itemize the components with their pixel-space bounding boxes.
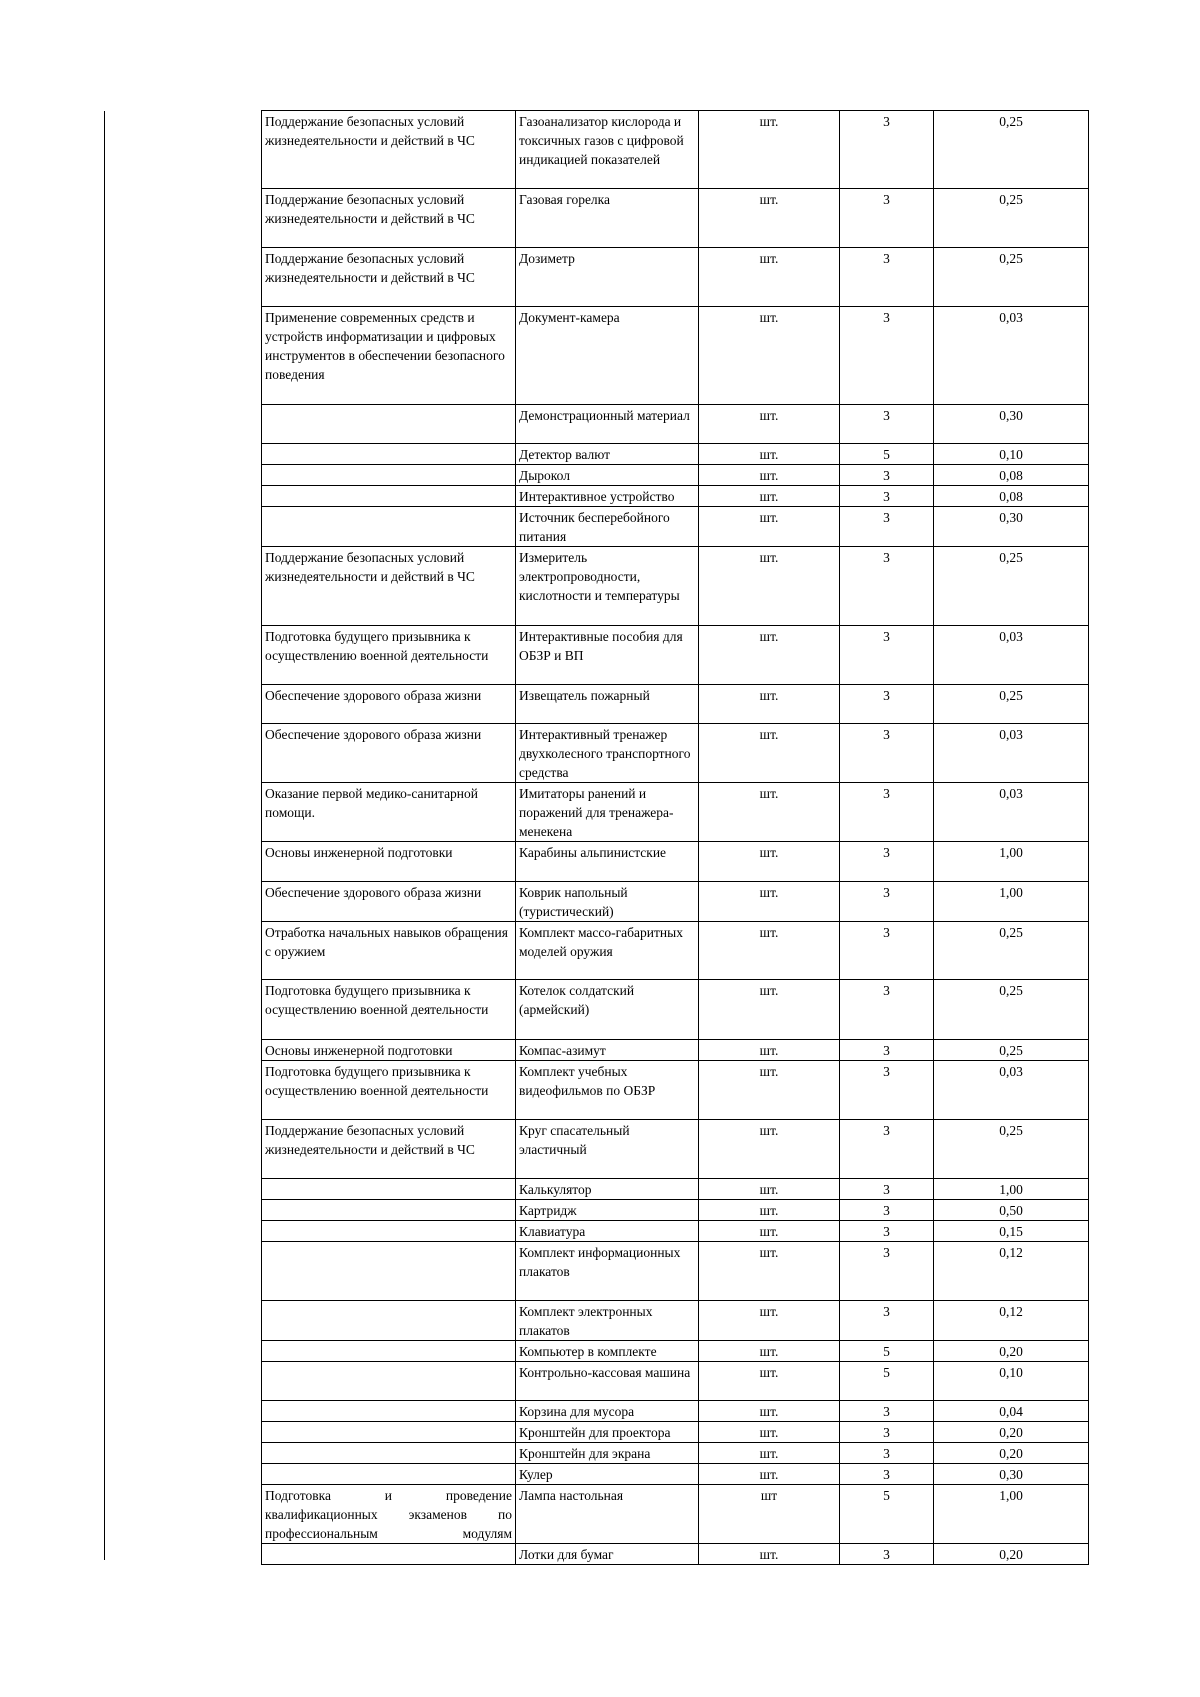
quantity-cell: 3 [840,1061,934,1120]
norm-cell: 0,25 [934,685,1089,724]
norm-cell: 0,03 [934,307,1089,405]
norm-cell: 0,20 [934,1544,1089,1565]
item-name-cell: Калькулятор [516,1179,699,1200]
norm-cell: 1,00 [934,882,1089,922]
purpose-cell [262,486,516,507]
unit-cell: шт. [699,1443,840,1464]
quantity-cell: 3 [840,189,934,248]
quantity-cell: 3 [840,1422,934,1443]
item-name-cell: Лампа настольная [516,1485,699,1544]
norm-cell: 0,20 [934,1443,1089,1464]
left-margin-rule [104,111,105,1560]
norm-cell: 0,30 [934,405,1089,444]
table-row [262,980,1089,1040]
unit-cell: шт. [699,1422,840,1443]
unit-cell: шт. [699,1341,840,1362]
quantity-cell: 5 [840,1341,934,1362]
norm-cell: 0,03 [934,783,1089,842]
table-row [262,1401,1089,1422]
quantity-cell: 3 [840,248,934,307]
norm-cell: 0,04 [934,1401,1089,1422]
purpose-cell [262,1362,516,1401]
purpose-cell: Обеспечение здорового образа жизни [262,724,516,783]
unit-cell: шт. [699,724,840,783]
quantity-cell: 3 [840,486,934,507]
quantity-cell: 3 [840,1179,934,1200]
quantity-cell: 3 [840,685,934,724]
norm-cell: 0,30 [934,507,1089,547]
unit-cell: шт. [699,1362,840,1401]
table-row [262,882,1089,922]
table-row [262,626,1089,685]
item-name-cell: Кулер [516,1464,699,1485]
table-row [262,248,1089,307]
purpose-cell [262,1179,516,1200]
quantity-cell: 3 [840,724,934,783]
table-row [262,189,1089,248]
table-row [262,1221,1089,1242]
purpose-cell: Подготовка будущего призывника к осуществлению военной деятельности [262,980,516,1040]
purpose-cell [262,1422,516,1443]
unit-cell: шт. [699,1401,840,1422]
table-row [262,783,1089,842]
purpose-cell [262,1544,516,1565]
norm-cell: 1,00 [934,1179,1089,1200]
table-row [262,307,1089,405]
norm-cell: 0,25 [934,1120,1089,1179]
item-name-cell: Комплект учебных видеофильмов по ОБЗР [516,1061,699,1120]
purpose-cell: Отработка начальных навыков обращения с оружием [262,922,516,980]
item-name-cell: Дозиметр [516,248,699,307]
norm-cell: 1,00 [934,842,1089,882]
purpose-cell [262,1401,516,1422]
norm-cell: 0,12 [934,1301,1089,1341]
table-row [262,507,1089,547]
purpose-cell: Поддержание безопасных условий жизнедеятельности и действий в ЧС [262,547,516,626]
norm-cell: 0,10 [934,444,1089,465]
unit-cell: шт. [699,783,840,842]
table-row [262,1443,1089,1464]
purpose-cell [262,507,516,547]
table-row [262,444,1089,465]
purpose-cell [262,465,516,486]
norm-cell: 0,25 [934,922,1089,980]
item-name-cell: Интерактивное устройство [516,486,699,507]
table-row [262,1341,1089,1362]
unit-cell: шт. [699,1221,840,1242]
table-row [262,922,1089,980]
unit-cell: шт. [699,307,840,405]
table-row [262,1061,1089,1120]
item-name-cell: Круг спасательный эластичный [516,1120,699,1179]
quantity-cell: 3 [840,1401,934,1422]
unit-cell: шт. [699,842,840,882]
quantity-cell: 3 [840,842,934,882]
quantity-cell: 3 [840,626,934,685]
norm-cell: 0,25 [934,1040,1089,1061]
unit-cell: шт. [699,1200,840,1221]
unit-cell: шт. [699,111,840,189]
quantity-cell: 3 [840,111,934,189]
purpose-cell [262,1464,516,1485]
purpose-cell [262,1200,516,1221]
item-name-cell: Интерактивный тренажер двухколесного транспортного средства [516,724,699,783]
item-name-cell: Компас-азимут [516,1040,699,1061]
quantity-cell: 3 [840,1301,934,1341]
purpose-cell [262,1301,516,1341]
purpose-cell: Поддержание безопасных условий жизнедеятельности и действий в ЧС [262,111,516,189]
item-name-cell: Интерактивные пособия для ОБЗР и ВП [516,626,699,685]
quantity-cell: 3 [840,1200,934,1221]
item-name-cell: Детектор валют [516,444,699,465]
unit-cell: шт. [699,882,840,922]
unit-cell: шт. [699,405,840,444]
table-row [262,1040,1089,1061]
table-row [262,1544,1089,1565]
item-name-cell: Картридж [516,1200,699,1221]
table-row [262,405,1089,444]
unit-cell: шт. [699,189,840,248]
item-name-cell: Газоанализатор кислорода и токсичных газов с цифровой индикацией показателей [516,111,699,189]
item-name-cell: Извещатель пожарный [516,685,699,724]
purpose-cell: Основы инженерной подготовки [262,842,516,882]
item-name-cell: Котелок солдатский (армейский) [516,980,699,1040]
norm-cell: 0,30 [934,1464,1089,1485]
item-name-cell: Кронштейн для проектора [516,1422,699,1443]
quantity-cell: 3 [840,1120,934,1179]
item-name-cell: Корзина для мусора [516,1401,699,1422]
norm-cell: 0,08 [934,465,1089,486]
unit-cell: шт. [699,486,840,507]
norm-cell: 0,25 [934,980,1089,1040]
purpose-cell: Основы инженерной подготовки [262,1040,516,1061]
item-name-cell: Компьютер в комплекте [516,1341,699,1362]
unit-cell: шт. [699,465,840,486]
unit-cell: шт. [699,1040,840,1061]
purpose-cell [262,1341,516,1362]
item-name-cell: Клавиатура [516,1221,699,1242]
table-row [262,465,1089,486]
quantity-cell: 3 [840,783,934,842]
unit-cell: шт. [699,444,840,465]
table-row [262,1464,1089,1485]
norm-cell: 0,25 [934,189,1089,248]
item-name-cell: Комплект массо-габаритных моделей оружия [516,922,699,980]
norm-cell: 0,12 [934,1242,1089,1301]
purpose-cell: Поддержание безопасных условий жизнедеятельности и действий в ЧС [262,248,516,307]
norm-cell: 1,00 [934,1485,1089,1544]
quantity-cell: 3 [840,465,934,486]
table-row [262,1242,1089,1301]
item-name-cell: Контрольно-кассовая машина [516,1362,699,1401]
item-name-cell: Карабины альпинистские [516,842,699,882]
table-row [262,111,1089,189]
item-name-cell: Лотки для бумаг [516,1544,699,1565]
purpose-cell [262,444,516,465]
unit-cell: шт. [699,1061,840,1120]
quantity-cell: 3 [840,1040,934,1061]
purpose-cell [262,405,516,444]
norm-cell: 0,25 [934,547,1089,626]
quantity-cell: 3 [840,405,934,444]
quantity-cell: 3 [840,1221,934,1242]
purpose-cell: Поддержание безопасных условий жизнедеятельности и действий в ЧС [262,189,516,248]
table-row [262,1120,1089,1179]
norm-cell: 0,25 [934,111,1089,189]
table-row [262,1362,1089,1401]
unit-cell: шт [699,1485,840,1544]
item-name-cell: Дырокол [516,465,699,486]
table-row [262,724,1089,783]
purpose-cell [262,1221,516,1242]
table-row [262,1422,1089,1443]
norm-cell: 0,15 [934,1221,1089,1242]
quantity-cell: 3 [840,307,934,405]
unit-cell: шт. [699,1464,840,1485]
item-name-cell: Комплект информационных плакатов [516,1242,699,1301]
quantity-cell: 5 [840,1362,934,1401]
item-name-cell: Демонстрационный материал [516,405,699,444]
purpose-cell: Подготовка и проведение квалификационных экзаменов по профессиональным модулям [262,1485,516,1544]
unit-cell: шт. [699,1120,840,1179]
item-name-cell: Имитаторы ранений и поражений для тренажера-менекена [516,783,699,842]
norm-cell: 0,03 [934,724,1089,783]
item-name-cell: Измеритель электропроводности, кислотности и температуры [516,547,699,626]
purpose-cell: Подготовка будущего призывника к осуществлению военной деятельности [262,626,516,685]
quantity-cell: 3 [840,547,934,626]
unit-cell: шт. [699,980,840,1040]
purpose-cell: Обеспечение здорового образа жизни [262,685,516,724]
item-name-cell: Кронштейн для экрана [516,1443,699,1464]
purpose-cell: Подготовка будущего призывника к осуществлению военной деятельности [262,1061,516,1120]
table-row [262,1485,1089,1544]
quantity-cell: 3 [840,1544,934,1565]
unit-cell: шт. [699,248,840,307]
quantity-cell: 3 [840,882,934,922]
quantity-cell: 3 [840,1242,934,1301]
equipment-table-body [262,111,1089,1565]
norm-cell: 0,20 [934,1341,1089,1362]
item-name-cell: Документ-камера [516,307,699,405]
norm-cell: 0,20 [934,1422,1089,1443]
unit-cell: шт. [699,626,840,685]
quantity-cell: 5 [840,1485,934,1544]
table-row [262,685,1089,724]
equipment-table [261,110,1089,1565]
table-row [262,486,1089,507]
table-row [262,1179,1089,1200]
quantity-cell: 3 [840,1443,934,1464]
table-row [262,1200,1089,1221]
unit-cell: шт. [699,507,840,547]
purpose-cell: Применение современных средств и устройств информатизации и цифровых инструментов в обеспечении безопасного поведения [262,307,516,405]
norm-cell: 0,03 [934,626,1089,685]
table-row [262,1301,1089,1341]
purpose-cell [262,1443,516,1464]
norm-cell: 0,10 [934,1362,1089,1401]
norm-cell: 0,25 [934,248,1089,307]
norm-cell: 0,03 [934,1061,1089,1120]
quantity-cell: 3 [840,1464,934,1485]
unit-cell: шт. [699,1242,840,1301]
quantity-cell: 5 [840,444,934,465]
quantity-cell: 3 [840,980,934,1040]
unit-cell: шт. [699,1301,840,1341]
purpose-cell: Обеспечение здорового образа жизни [262,882,516,922]
unit-cell: шт. [699,922,840,980]
unit-cell: шт. [699,547,840,626]
item-name-cell: Комплект электронных плакатов [516,1301,699,1341]
norm-cell: 0,50 [934,1200,1089,1221]
purpose-cell [262,1242,516,1301]
unit-cell: шт. [699,685,840,724]
quantity-cell: 3 [840,507,934,547]
quantity-cell: 3 [840,922,934,980]
item-name-cell: Газовая горелка [516,189,699,248]
norm-cell: 0,08 [934,486,1089,507]
purpose-cell: Оказание первой медико-санитарной помощи. [262,783,516,842]
unit-cell: шт. [699,1179,840,1200]
item-name-cell: Источник бесперебойного питания [516,507,699,547]
table-row [262,547,1089,626]
item-name-cell: Коврик напольный (туристический) [516,882,699,922]
table-row [262,842,1089,882]
purpose-cell: Поддержание безопасных условий жизнедеятельности и действий в ЧС [262,1120,516,1179]
unit-cell: шт. [699,1544,840,1565]
